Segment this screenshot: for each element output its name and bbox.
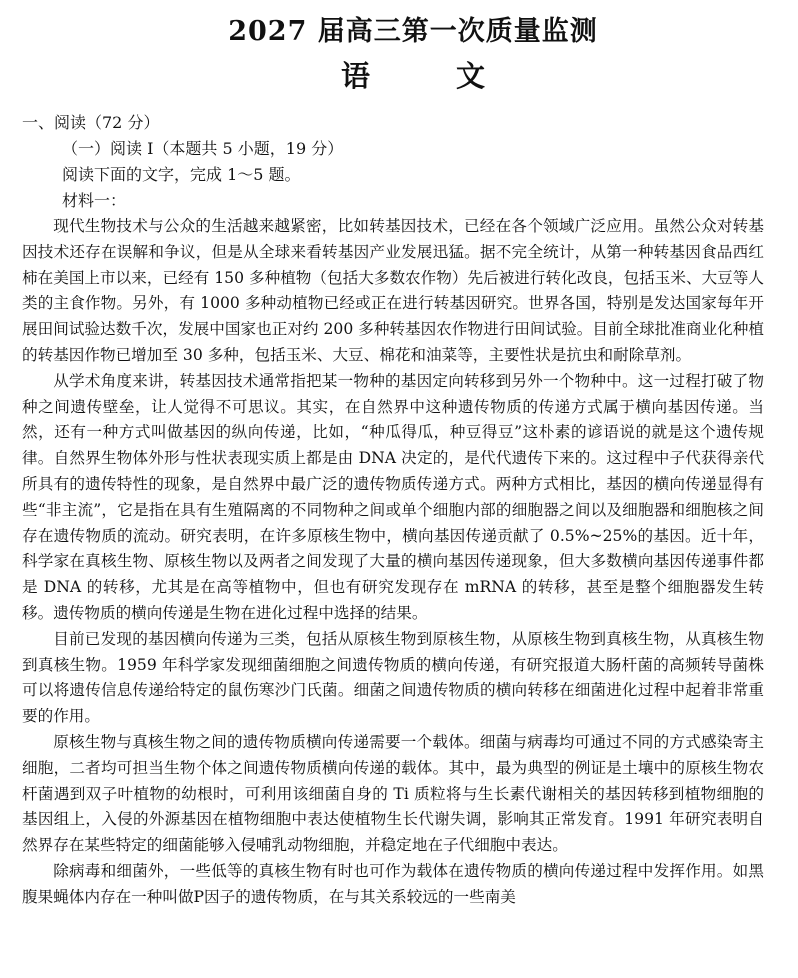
body-paragraph: 除病毒和细菌外，一些低等的真核生物有时也可作为载体在遗传物质的横向传递过程中发挥作用。如黑腹果蝇体内存在一种叫做P因子的遗传物质，在与其关系较远的一些南美 [22, 861, 764, 906]
subject-title: 语 文 [340, 59, 524, 93]
body-paragraph: 从学术角度来讲，转基因技术通常指把某一物种的基因定向转移到另外一个物种中。这一过程打破了物种之间遗传壁垒，让人觉得不可思议。其实，在自然界中这种遗传物质的传递方式属于横向基因传递。当然，还有一种方式叫做基因的纵向传递，比如，“种瓜得瓜，种豆得豆”这朴素的谚语说的就是这个遗传规律。自然界生物体外形与性状表现实质上都是由 DNA 决定的，是代代遗传下来的。这过程中子代获得亲代所具有的遗传特性的现象，是自然界中最广泛的遗传物质传递方式。两种方式相比，基因的横向传递显得有些“非主流”，它是指在具有生殖隔离的不同物种之间或单个细胞内部的细胞器之间以及细胞器和细胞核之间存在遗传物质的流动。研究表明，在许多原核生物中，横向基因传递贡献了 0.5%~25%的基因。近十年，科学家在真核生物、原核生物以及两者之间发现了大量的横向基因传递现象，但大多数横向基因传递事件都是 DNA 的转移，尤其是在高等植物中，但也有研究发现存在 mRNA 的转移，甚至是整个细胞器发生转移。遗传物质的横向传递是生物在进化过程中选择的结果。 [22, 371, 764, 622]
material-label: 材料一： [62, 191, 127, 210]
section-heading: 一、阅读（72 分） [22, 113, 160, 132]
exam-title: 2027 届高三第一次质量监测 [228, 16, 598, 47]
body-paragraph: 现代生物技术与公众的生活越来越紧密，比如转基因技术，已经在各个领域广泛应用。虽然公众对转基因技术还存在误解和争议，但是从全球来看转基因产业发展迅猛。据不完全统计，从第一种转基因食品西红柿在美国上市以来，已经有 150 多种植物（包括大多数农作物）先后被进行转化改良，包括玉米、大豆等人类的主食作物。另外，有 1000 多种动植物已经或正在进行转基因研究。世界各国，特别是发达国家每年开展田间试验达数千次，发展中国家也正对约 200 多种转基因农作物进行田间试验。目前全球批准商业化种植的转基因作物已增加至 30 多种，包括玉米、大豆、棉花和油菜等，主要性状是抗虫和耐除草剂。 [22, 217, 764, 364]
instruction-text: 阅读下面的文字，完成 1～5 题。 [62, 165, 301, 184]
subsection-heading: （一）阅读 I（本题共 5 小题，19 分） [62, 139, 344, 158]
body-paragraph: 目前已发现的基因横向传递为三类，包括从原核生物到原核生物，从原核生物到真核生物，从真核生物到真核生物。1959 年科学家发现细菌细胞之间遗传物质的横向传递，有研究报道大肠杆菌的高频转导菌株可以将遗传信息传递给特定的鼠伤寒沙门氏菌。细菌之间遗传物质的横向转移在细菌进化过程中起着非常重要的作用。 [22, 629, 764, 726]
body-paragraph: 原核生物与真核生物之间的遗传物质横向传递需要一个载体。细菌与病毒均可通过不同的方式感染寄主细胞，二者均可担当生物个体之间遗传物质横向传递的载体。其中，最为典型的例证是土壤中的原核生物农杆菌遇到双子叶植物的幼根时，可利用该细菌自身的 Ti 质粒将与生长素代谢相关的基因转移到植物细胞的基因组上，入侵的外源基因在植物细胞中表达使植物生长代谢失调，影响其正常发育。1991 年研究表明自然界存在某些特定的细菌能够入侵哺乳动物细胞，并稳定地在子代细胞中表达。 [22, 732, 764, 855]
